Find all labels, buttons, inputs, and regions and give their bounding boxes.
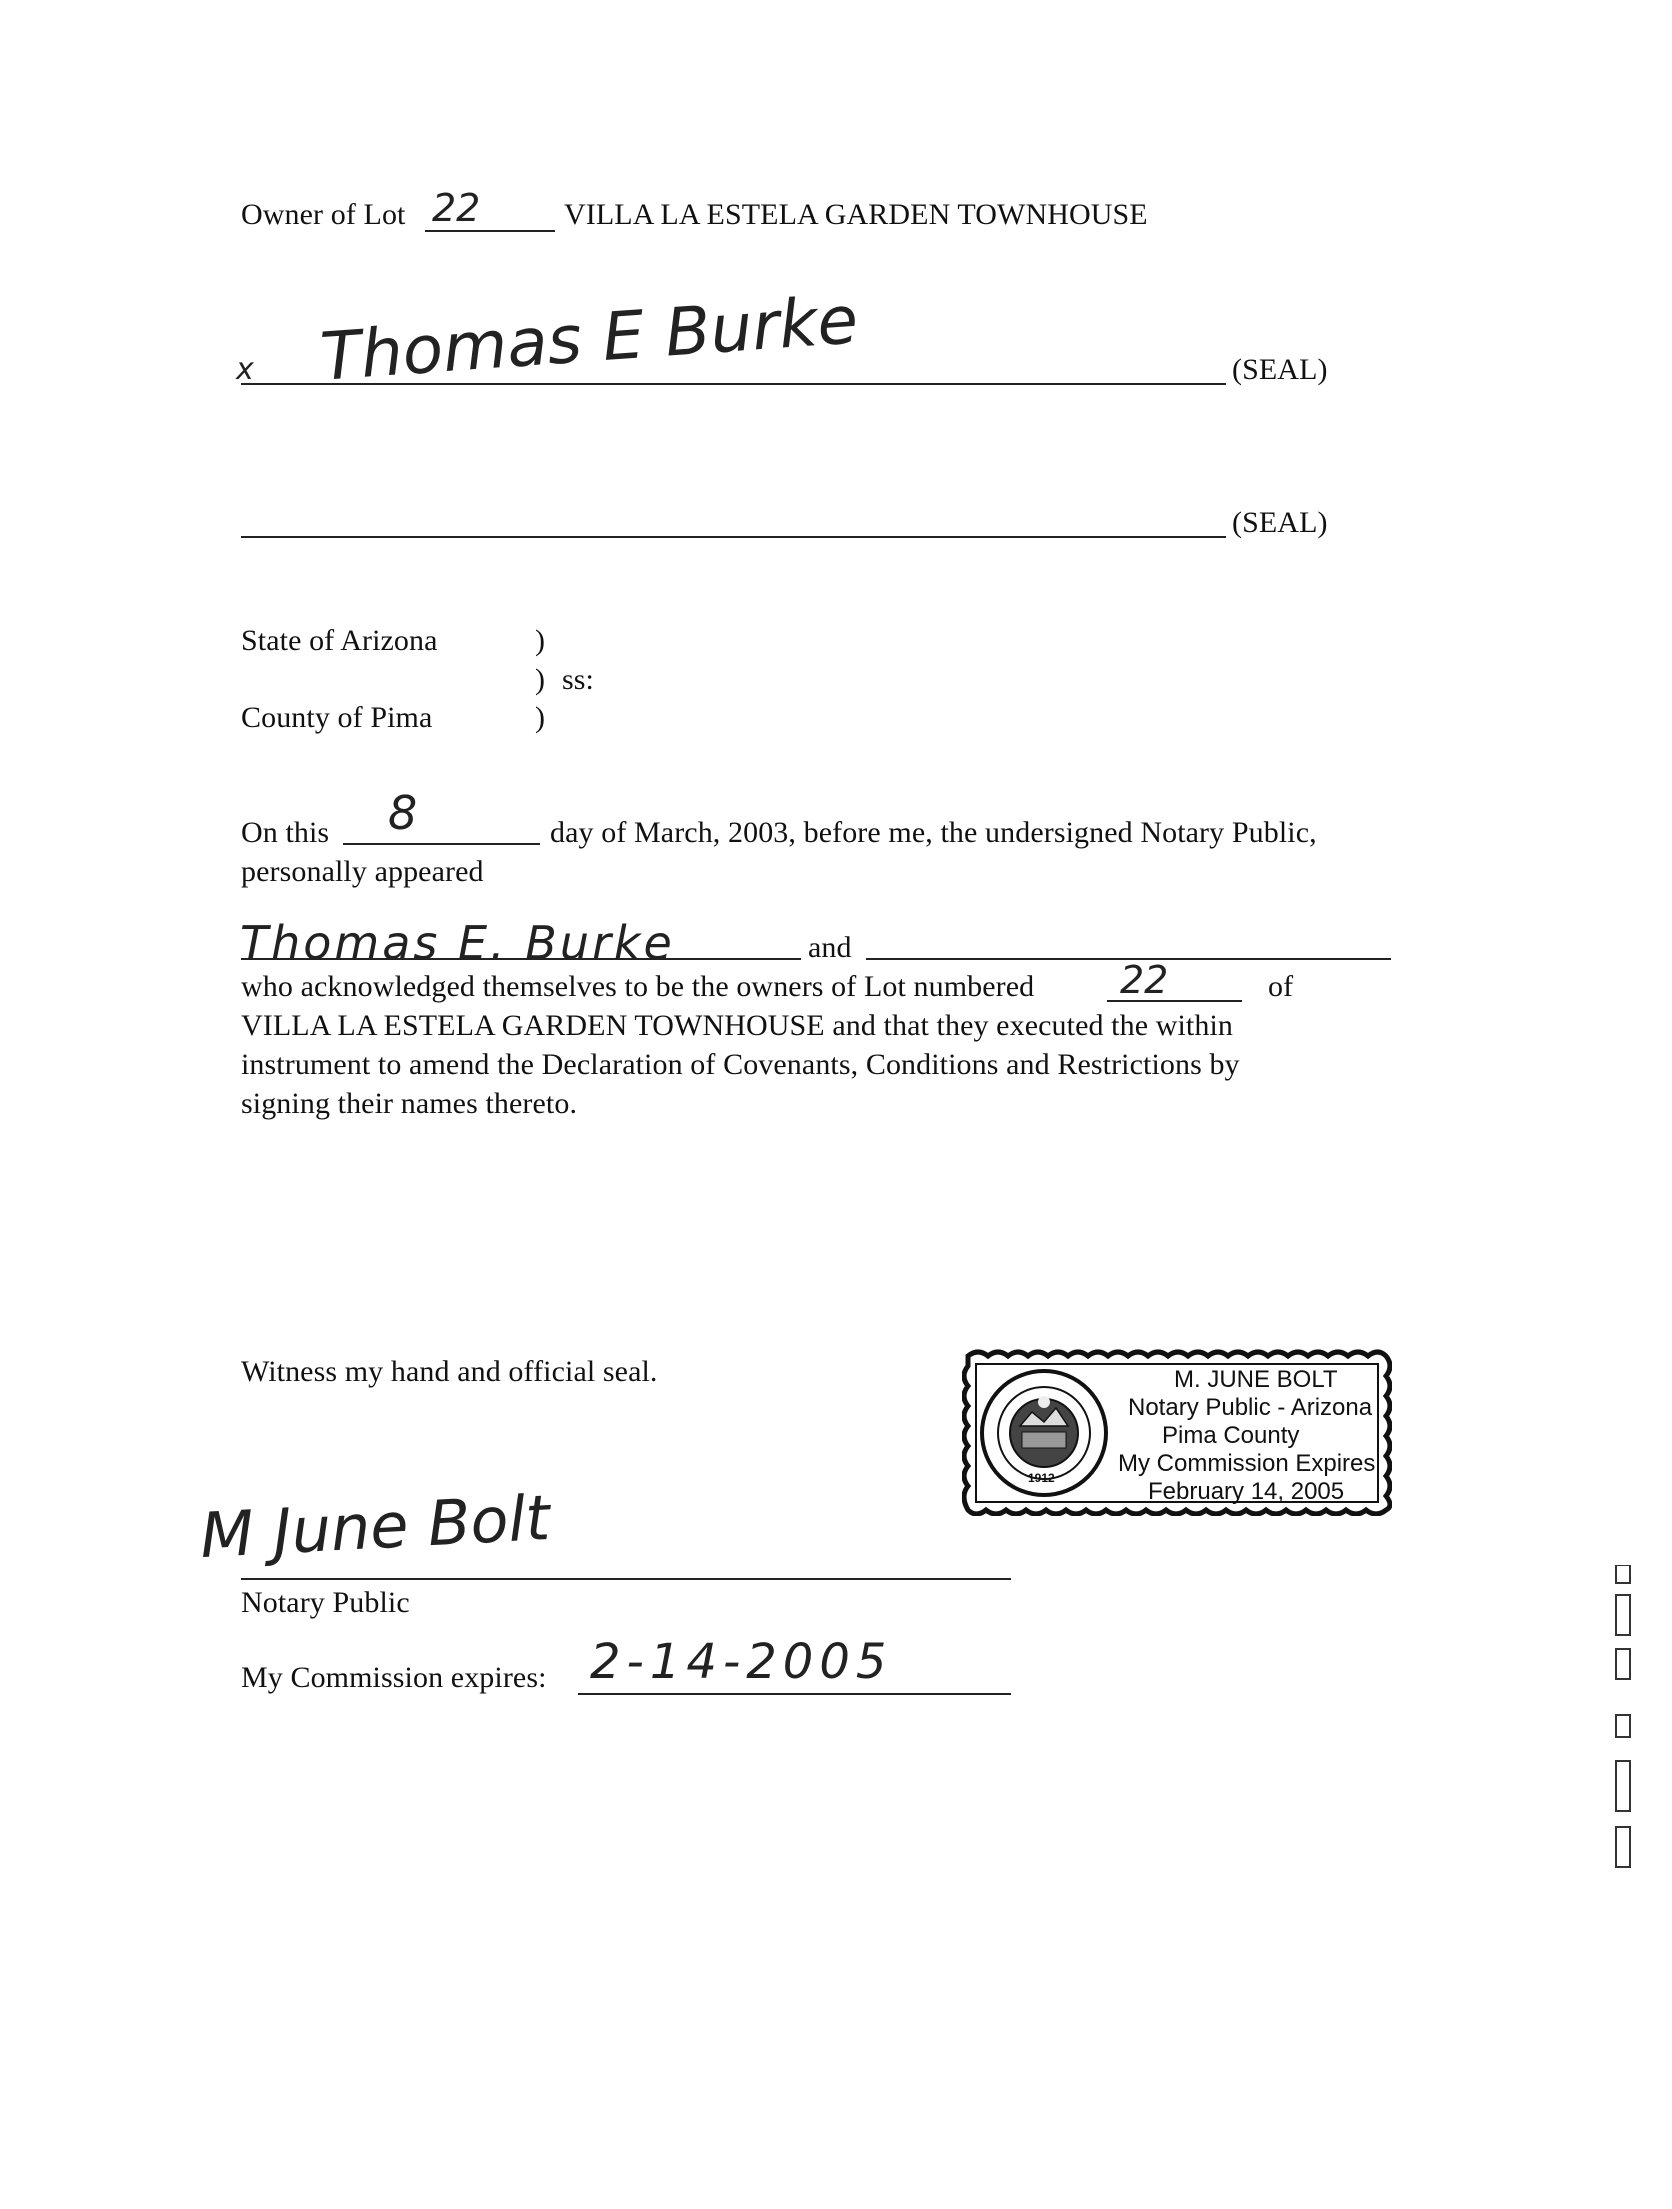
ack-day-underline bbox=[343, 843, 540, 845]
notary-signature: M June Bolt bbox=[198, 1480, 552, 1573]
notary-label: Notary Public bbox=[241, 1586, 410, 1619]
ack-day-text: day of March, 2003, before me, the undersigned Notary Public, bbox=[550, 816, 1317, 849]
owner-lot-number-handwritten: 22 bbox=[432, 186, 481, 230]
stamp-commission-label: My Commission Expires bbox=[1118, 1450, 1376, 1477]
ack-and: and bbox=[808, 931, 852, 964]
owner-lot-underline bbox=[425, 230, 555, 232]
signature-x-mark: x bbox=[236, 352, 254, 387]
seal-label-1: (SEAL) bbox=[1232, 353, 1328, 386]
ack-line-4: signing their names thereto. bbox=[241, 1087, 578, 1120]
stamp-notary-name: M. JUNE BOLT bbox=[1174, 1366, 1338, 1393]
commission-date-handwritten: 2-14-2005 bbox=[590, 1634, 893, 1690]
margin-recording-marks bbox=[1610, 1565, 1638, 1885]
ack-personally-appeared: personally appeared bbox=[241, 855, 484, 888]
ack-name-underline bbox=[241, 958, 801, 960]
notary-signature-line bbox=[241, 1578, 1011, 1580]
witness-text: Witness my hand and official seal. bbox=[241, 1355, 658, 1388]
stamp-seal-year: 1912 bbox=[1028, 1471, 1055, 1485]
ack-appeared-name-handwritten: Thomas E. Burke bbox=[240, 916, 675, 970]
venue-ss: ss: bbox=[562, 663, 594, 696]
commission-underline bbox=[578, 1693, 1011, 1695]
stamp-county: Pima County bbox=[1162, 1422, 1300, 1449]
signature-line-2 bbox=[241, 536, 1226, 538]
ack-on-this: On this bbox=[241, 816, 330, 849]
venue-paren-1: ) bbox=[535, 624, 546, 657]
ack-line-1: who acknowledged themselves to be the owners of Lot numbered bbox=[241, 970, 1035, 1003]
stamp-commission-date: February 14, 2005 bbox=[1148, 1478, 1345, 1505]
ack-day-handwritten: 8 bbox=[388, 786, 418, 840]
stamp-notary-title: Notary Public - Arizona bbox=[1128, 1394, 1373, 1421]
owner-lot-label: Owner of Lot bbox=[241, 198, 406, 231]
venue-paren-2: ) bbox=[535, 663, 546, 696]
ack-line-2: VILLA LA ESTELA GARDEN TOWNHOUSE and that they executed the within bbox=[241, 1009, 1233, 1042]
ack-line-3: instrument to amend the Declaration of Covenants, Conditions and Restrictions by bbox=[241, 1048, 1240, 1081]
venue-county: County of Pima bbox=[241, 701, 433, 734]
ack-lot-number-handwritten: 22 bbox=[1120, 958, 1169, 1002]
seal-label-2: (SEAL) bbox=[1232, 506, 1328, 539]
venue-paren-3: ) bbox=[535, 701, 546, 734]
venue-state: State of Arizona bbox=[241, 624, 438, 657]
signature-line-1 bbox=[241, 383, 1226, 385]
subdivision-name: VILLA LA ESTELA GARDEN TOWNHOUSE bbox=[564, 198, 1148, 231]
commission-label: My Commission expires: bbox=[241, 1661, 547, 1694]
notary-stamp bbox=[962, 1346, 1392, 1516]
owner-signature-1: Thomas E Burke bbox=[317, 281, 861, 396]
ack-of: of bbox=[1268, 970, 1294, 1003]
ack-lot-underline bbox=[1107, 1000, 1242, 1002]
